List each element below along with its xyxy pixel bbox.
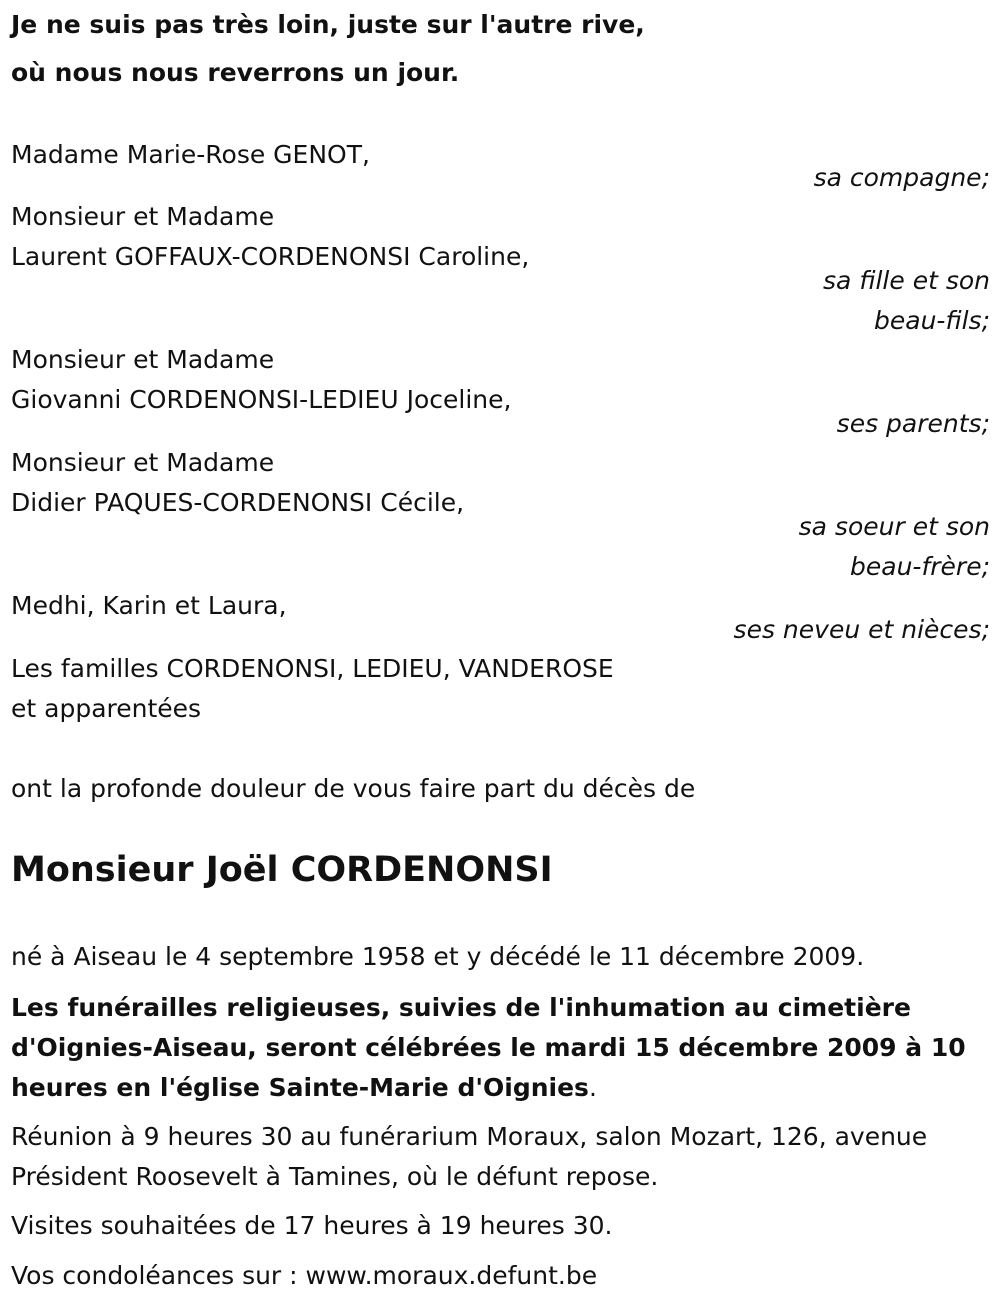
- family-relation: ses neveu et nièces;: [733, 615, 990, 644]
- family-name-line: Laurent GOFFAUX-CORDENONSI Caroline,: [11, 242, 530, 271]
- birth-death: né à Aiseau le 4 septembre 1958 et y décédé le 11 décembre 2009.: [11, 942, 865, 971]
- family-relation: sa fille et son: [823, 266, 990, 295]
- condolences-info: Vos condoléances sur : www.moraux.defunt.be: [11, 1261, 598, 1290]
- epigraph-line-1: Je ne suis pas très loin, juste sur l'autre rive,: [11, 10, 645, 39]
- funeral-info: [11, 988, 986, 1108]
- family-name-line: Didier PAQUES-CORDENONSI Cécile,: [11, 488, 465, 517]
- family-name-line: Monsieur et Madame: [11, 202, 275, 231]
- announcement: ont la profonde douleur de vous faire part du décès de: [11, 774, 696, 803]
- funeral-end: .: [588, 1073, 597, 1102]
- family-name-line: Les familles CORDENONSI, LEDIEU, VANDEROSE: [11, 654, 614, 683]
- funeral-text: Les funérailles religieuses, suivies de l'inhumation au cimetière d'Oignies-Aiseau, seront célébrées le mardi 15 décembre 2009 à 10 heures en l'église Sainte-Marie d'Oignies: [11, 993, 966, 1102]
- family-relation: beau-frère;: [850, 552, 990, 581]
- family-name-line: et apparentées: [11, 694, 202, 723]
- family-name-line: Madame Marie-Rose GENOT,: [11, 140, 370, 169]
- family-relation: ses parents;: [836, 409, 990, 438]
- family-relation: beau-fils;: [874, 306, 990, 335]
- deceased-name: Monsieur Joël CORDENONSI: [11, 850, 553, 890]
- reunion-info: Réunion à 9 heures 30 au funérarium Moraux, salon Mozart, 126, avenue Président Roosevelt à Tamines, où le défunt repose.: [11, 1122, 928, 1191]
- family-relation: sa soeur et son: [798, 512, 990, 541]
- family-name-line: Monsieur et Madame: [11, 448, 275, 477]
- family-name-line: Giovanni CORDENONSI-LEDIEU Joceline,: [11, 385, 512, 414]
- family-name-line: Medhi, Karin et Laura,: [11, 591, 287, 620]
- family-relation: sa compagne;: [813, 163, 990, 192]
- visits-info: Visites souhaitées de 17 heures à 19 heures 30.: [11, 1211, 613, 1240]
- family-name-line: Monsieur et Madame: [11, 345, 275, 374]
- epigraph-line-2: où nous nous reverrons un jour.: [11, 58, 460, 87]
